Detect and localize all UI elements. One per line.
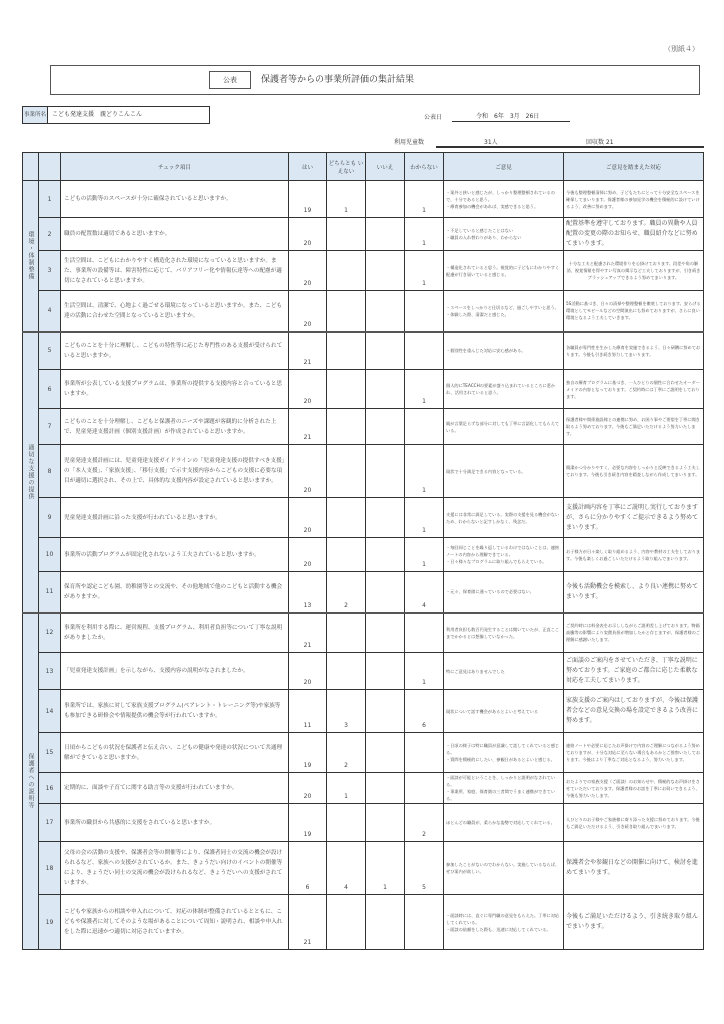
publication-date: 令和 6年 3月 26日 xyxy=(452,111,570,122)
count-neither: 4 xyxy=(327,842,366,895)
question-text: 事業所を利用する際に、運営規程、支援プログラム、利用者負担等について丁寧な説明がありましたか。 xyxy=(61,613,289,653)
header-opinion: ご意見 xyxy=(444,153,564,181)
count-unknown: 1 xyxy=(405,251,444,291)
table-row xyxy=(23,842,704,895)
count-neither xyxy=(327,332,366,370)
count-no xyxy=(366,895,405,950)
count-unknown xyxy=(405,733,444,773)
count-yes: 20 xyxy=(289,498,327,538)
header-unknown: わからない xyxy=(405,153,444,181)
count-unknown xyxy=(405,332,444,370)
table-row xyxy=(23,291,704,332)
count-no xyxy=(366,332,405,370)
count-unknown: 1 xyxy=(405,445,444,498)
table-row xyxy=(23,538,704,572)
table-row xyxy=(23,498,704,538)
count-neither xyxy=(327,370,366,409)
opinion-text: ・日頃の様子は特に職員が意識して話してくれていると感じる。 ・質問を積極的にしたい、参観日があるとよいと感じる。 xyxy=(444,733,564,773)
stats-underline xyxy=(436,146,704,148)
response-text: 簡潔かつ分かりやすく、必要な内容をしっかりと反映できるよう工夫しております。今後も引き続き内容を精査しながら作成してまいります。 xyxy=(564,445,704,498)
count-unknown: 2 xyxy=(405,804,444,842)
category-label: 保護者への説明等 xyxy=(23,613,39,950)
answer-count: 回収数 21 xyxy=(586,139,614,146)
header-category xyxy=(23,153,39,181)
count-no xyxy=(366,773,405,804)
response-text: 配置基準を遵守しております。職員の異動や人員配置の変更の際のお知らせ、職員紹介などに努めてまいります。 xyxy=(564,218,704,251)
publication-badge: 公表 xyxy=(209,71,251,89)
question-number: 1 xyxy=(39,181,61,218)
question-text: 保育所や認定こども園、幼稚園等との交流や、その他地域で他のこどもと活動する機会がありますか。 xyxy=(61,572,289,613)
question-number: 16 xyxy=(39,773,61,804)
count-neither: 1 xyxy=(327,773,366,804)
question-text: 定期的に、面談や子育てに関する助言等の支援が行われていますか。 xyxy=(61,773,289,804)
count-yes: 20 xyxy=(289,370,327,409)
category-label: 環境・体制整備 xyxy=(23,181,39,332)
table-row xyxy=(23,251,704,291)
count-yes: 21 xyxy=(289,409,327,445)
question-number: 18 xyxy=(39,842,61,895)
table-row xyxy=(23,218,704,251)
count-no xyxy=(366,498,405,538)
office-info xyxy=(22,106,210,124)
count-unknown: 1 xyxy=(405,653,444,690)
question-text: 職員の配置数は適切であると思いますか。 xyxy=(61,218,289,251)
count-neither xyxy=(327,498,366,538)
opinion-text: ・面談が可能ということを、しっかりと説明がなされている。 ・事業所、家庭、保育園の三者間でうまく連携ができている。 xyxy=(444,773,564,804)
question-number: 19 xyxy=(39,895,61,950)
count-neither xyxy=(327,653,366,690)
opinion-text: ・面談時には、直ぐに専門職の意見をもらえた。丁寧に対応してくれている。 ・面談の依頼をした際も、迅速に対応してくれている。 xyxy=(444,895,564,950)
user-count: 31人 xyxy=(484,139,498,146)
count-unknown: 5 xyxy=(405,842,444,895)
opinion-text: 現状について話す機会があるとよいと考えている xyxy=(444,690,564,733)
response-text: 各職員が専門性を生かした療育を実施できるよう、日々研鑽に努めております。今後も引き続き努力してまいります。 xyxy=(564,332,704,370)
survey-results-table xyxy=(22,152,704,950)
count-no xyxy=(366,251,405,291)
count-unknown: 1 xyxy=(405,218,444,251)
header-item: チェック項目 xyxy=(61,153,289,181)
count-neither xyxy=(327,804,366,842)
question-number: 5 xyxy=(39,332,61,370)
count-no xyxy=(366,181,405,218)
count-yes: 19 xyxy=(289,181,327,218)
header-no: いいえ xyxy=(366,153,405,181)
question-number: 8 xyxy=(39,445,61,498)
opinion-text: ・元々、保育園に通っているので必要はない。 xyxy=(444,572,564,613)
table-row xyxy=(23,370,704,409)
count-no xyxy=(366,690,405,733)
count-no xyxy=(366,804,405,842)
opinion-text: 支援には非常に満足している。実際の支援を見る機会がないため、わからないと記すしかなく、残念だ。 xyxy=(444,498,564,538)
response-text: 支援計画内容を丁寧にご説明し実行しておりますが、さらに分かりやすくご提示できるよう努めてまいります。 xyxy=(564,498,704,538)
question-text: こどもの活動等のスペースが十分に確保されていると思いますか。 xyxy=(61,181,289,218)
opinion-text: 参加したことがないのでわからない。実施しているならば、ぜひ案内が欲しい。 xyxy=(444,842,564,895)
count-no: 1 xyxy=(366,842,405,895)
opinion-text: 特にご意見はありませんでした xyxy=(444,653,564,690)
office-name: こども発達支援 親どりこんこん xyxy=(52,111,143,118)
response-text: 今後も活動機会を模索し、より良い連携に努めてまいります。 xyxy=(564,572,704,613)
response-text: 家族支援のご案内はしておりますが、今後は保護者会などの意見交換の場を設定できるよう改善に努めます。 xyxy=(564,690,704,733)
question-text: 「児童発達支援計画」を示しながら、支援内容の説明がなされましたか。 xyxy=(61,653,289,690)
count-yes: 21 xyxy=(289,332,327,370)
question-text: 生活空間は、こどもにわかりやすく構造化された環境になっていると思いますか。また、事業所の設備等は、障害特性に応じて、バリアフリー化や情報伝達等への配慮が適切になされていると思いますか。 xyxy=(61,251,289,291)
header-response: ご意見を踏まえた対応 xyxy=(564,153,704,181)
count-yes: 11 xyxy=(289,690,327,733)
table-header-row xyxy=(23,153,704,181)
count-neither: 2 xyxy=(327,733,366,773)
count-unknown xyxy=(405,895,444,950)
question-number: 6 xyxy=(39,370,61,409)
count-no xyxy=(366,218,405,251)
response-text: お子様方が日々楽しく取り組めるよう、内容や教材の工夫をしております。今後も楽しくお過ごしいただけるよう取り組んでまいります。 xyxy=(564,538,704,572)
table-row xyxy=(23,445,704,498)
publication-date-label: 公表日 xyxy=(424,114,443,121)
opinion-text: 利用者負担も数百円発生することは聞いていたが、正直ここまでかかるとは想像していなかった。 xyxy=(444,613,564,653)
header-yes: はい xyxy=(289,153,327,181)
count-yes: 20 xyxy=(289,773,327,804)
response-text: 今後もご満足いただけるよう、引き続き取り組んでまいります。 xyxy=(564,895,704,950)
header-number xyxy=(39,153,61,181)
header-neither: どちらとも いえない xyxy=(327,153,366,181)
question-text: 事業所が公表している支援プログラムは、事業所の提供する支援内容と合っていると思いますか。 xyxy=(61,370,289,409)
question-number: 9 xyxy=(39,498,61,538)
count-neither: 2 xyxy=(327,572,366,613)
question-text: こどものことを十分に理解し、こどもの特性等に応じた専門性のある支援が受けられていると思いますか。 xyxy=(61,332,289,370)
table-row xyxy=(23,733,704,773)
table-row xyxy=(23,804,704,842)
count-yes: 20 xyxy=(289,218,327,251)
opinion-text: 現状で十分満足できる内容となっている。 xyxy=(444,445,564,498)
response-text: 保護者会や参観日などの開催に向けて、検討を進めてまいります。 xyxy=(564,842,704,895)
question-number: 4 xyxy=(39,291,61,332)
count-neither: 3 xyxy=(327,690,366,733)
table-row xyxy=(23,613,704,653)
response-text: おたよりでの家族支援（ご面談）のお知らせや、積極的なお声掛けをさせていただいております。保護者様のお話を丁寧にお伺いできるよう、今後も努力いたします。 xyxy=(564,773,704,804)
count-yes: 6 xyxy=(289,842,327,895)
opinion-text: ・スペースをしっかりと仕切るなど、過ごしやすいと思う。 ・体験した際、清潔だと感じた。 xyxy=(444,291,564,332)
title-box xyxy=(50,65,700,95)
response-text: ご面談のご案内をさせていただき、丁寧な説明に努めております。ご家庭のご都合に応じた柔軟な対応を工夫してまいります。 xyxy=(564,653,704,690)
question-text: 事業所では、家族に対して家族支援プログラム(ペアレント・トレーニング等)や家族等も参加できる研修会や情報提供の機会等が行われていますか。 xyxy=(61,690,289,733)
count-yes: 21 xyxy=(289,895,327,950)
question-number: 10 xyxy=(39,538,61,572)
question-text: 事業所の職員から共感的に支援をされていると思いますか。 xyxy=(61,804,289,842)
count-yes: 20 xyxy=(289,445,327,498)
question-text: 日頃からこどもの状況を保護者と伝え合い、こどもの健康や発達の状況について共通理解ができていると思いますか。 xyxy=(61,733,289,773)
count-neither: 1 xyxy=(327,181,366,218)
response-text: 独自の療育プログラムに基づき、一人ひとりの個性に合わせたオーダーメイドの内容となっております。ご契約時には丁寧にご説明をしております。 xyxy=(564,370,704,409)
opinion-text: ・毎回同じことを繰り返しているわけではないことは、連絡ノートの内容から理解できている。 ・日々様々なプログラムに取り組んでもらえている。 xyxy=(444,538,564,572)
table-row xyxy=(23,181,704,218)
count-no xyxy=(366,733,405,773)
count-no xyxy=(366,409,405,445)
count-no xyxy=(366,572,405,613)
opinion-text: ・構造化されていると思う。視覚的に子どもにわかりやすく配慮が行き届いていると感じる。 xyxy=(444,251,564,291)
count-unknown xyxy=(405,773,444,804)
question-text: 父母の会の活動の支援や、保護者会等の開催等により、保護者同士の交流の機会が設けられるなど、家族への支援がされているか。また、きょうだい向けのイベントの開催等により、きょうだい同士の交流の機会が設けられるなど、きょうだいへの支援がされていますか。 xyxy=(61,842,289,895)
count-neither xyxy=(327,613,366,653)
table-row xyxy=(23,409,704,445)
count-neither xyxy=(327,895,366,950)
table-row xyxy=(23,572,704,613)
count-unknown: 1 xyxy=(405,498,444,538)
question-number: 11 xyxy=(39,572,61,613)
opinion-text: ・不足していると感じたことはない ・職員の入れ替わりがあり、わからない xyxy=(444,218,564,251)
count-unknown: 1 xyxy=(405,538,444,572)
opinion-text: ほとんどの職員が、柔らかな姿勢で対応してくれている。 xyxy=(444,804,564,842)
count-unknown: 1 xyxy=(405,181,444,218)
count-no xyxy=(366,445,405,498)
opinion-text: ・個別性を重んじた対応に安心感がある。 xyxy=(444,332,564,370)
question-text: 児童発達支援計画に沿った支援が行われていると思いますか。 xyxy=(61,498,289,538)
response-text: 連絡ノートや必要に応じたお声掛けで内容のご理解につながるよう努めておりますが、十分な対応に至らない場合もあるかとご推察いたしております。今後はより丁寧なご対応となるよう、努力いたします。 xyxy=(564,733,704,773)
appendix-label: （別紙４） xyxy=(664,45,699,53)
count-neither xyxy=(327,409,366,445)
count-yes: 20 xyxy=(289,291,327,332)
count-unknown: 1 xyxy=(405,370,444,409)
count-yes: 19 xyxy=(289,733,327,773)
category-label: 適切な支援の提供 xyxy=(23,332,39,613)
count-unknown: 4 xyxy=(405,572,444,613)
opinion-text: 個人的にTEACCHの要素が盛り込まれているところに惹かれ、活用されていると思う。 xyxy=(444,370,564,409)
count-no xyxy=(366,613,405,653)
count-neither xyxy=(327,251,366,291)
question-number: 15 xyxy=(39,733,61,773)
count-yes: 20 xyxy=(289,653,327,690)
office-label: 事業所名 xyxy=(23,107,48,123)
question-number: 17 xyxy=(39,804,61,842)
question-number: 2 xyxy=(39,218,61,251)
question-text: 生活空間は、清潔で、心地よく過ごせる環境になっていると思いますか。また、こども達の活動に合わせた空間となっていると思いますか。 xyxy=(61,291,289,332)
opinion-text: 親が言葉足らずな部分に対しても丁寧に言語化してもらえている。 xyxy=(444,409,564,445)
question-text: 事業所の活動プログラムが固定化されないよう工夫されていると思いますか。 xyxy=(61,538,289,572)
count-unknown: 6 xyxy=(405,690,444,733)
question-text: こどものことを十分理解し、こどもと保護者のニーズや課題が客観的に分析された上で、児童発達支援計画（個別支援計画）が作成されていると思いますか。 xyxy=(61,409,289,445)
count-unknown xyxy=(405,291,444,332)
count-no xyxy=(366,370,405,409)
question-text: 児童発達支援計画には、児童発達支援ガイドラインの「児童発達支援の提供すべき支援」の「本人支援」、「家族支援」、「移行支援」で示す支援内容からこどもの支援に必要な項目が適切に選択され、その上で、具体的な支援内容が設定されていると思いますか。 xyxy=(61,445,289,498)
question-text: こどもや家族からの相談や申入れについて、対応の体制が整備されているとともに、こどもや保護者に対してそのような場があることについて周知・説明され、相談や申入れをした際に迅速かつ適切に対応されていますか。 xyxy=(61,895,289,950)
question-number: 14 xyxy=(39,690,61,733)
table-row xyxy=(23,773,704,804)
table-row xyxy=(23,332,704,370)
response-text: 今後も整理整頓清掃に努め、子どもたちにとって十分安全なスペースを確保してまいります。保護者様の参加見学の機会を積極的に設けていけるよう、改善に努めます。 xyxy=(564,181,704,218)
question-number: 3 xyxy=(39,251,61,291)
table-row xyxy=(23,690,704,733)
response-text: 保護者様や関係施設様との連携に努め、お困り事やご要望を丁寧に聞き取るよう努めております。今後もご満足いただけるよう努力いたします。 xyxy=(564,409,704,445)
table-row xyxy=(23,653,704,690)
opinion-text: ・案外と狭いと感じたが、しっかり整理整頓されているので、十分であると思う。 ・療育参加の機会があれば、実感できると思う。 xyxy=(444,181,564,218)
count-yes: 20 xyxy=(289,251,327,291)
response-text: 5S活動に基づき、日々の清掃や整理整頓を徹底しております。安らげる環境としてモビールなどの空間演出にも努めておりますが、さらに良い環境となるよう工夫していきます。 xyxy=(564,291,704,332)
count-unknown xyxy=(405,613,444,653)
count-neither xyxy=(327,538,366,572)
count-yes: 20 xyxy=(289,538,327,572)
count-yes: 21 xyxy=(289,613,327,653)
count-yes: 13 xyxy=(289,572,327,613)
question-number: 7 xyxy=(39,409,61,445)
count-neither xyxy=(327,291,366,332)
count-no xyxy=(366,291,405,332)
count-yes: 19 xyxy=(289,804,327,842)
count-neither xyxy=(327,218,366,251)
count-no xyxy=(366,653,405,690)
page-title: 保護者等からの事業所評価の集計結果 xyxy=(261,75,415,85)
count-neither xyxy=(327,445,366,498)
user-count-label: 利用児童数 xyxy=(394,139,425,146)
question-number: 12 xyxy=(39,613,61,653)
response-text: 人ひとりのお子様やご家族様に寄り添った支援に努めております。今後もご満足いただけるよう、引き続き取り組んでまいります。 xyxy=(564,804,704,842)
question-number: 13 xyxy=(39,653,61,690)
response-text: ご契約時には料金表をお示ししながらご説明差し上げております。物価高騰等の影響により実費負担が増加したかと存じますが、保護者様のご理解に感謝いたします。 xyxy=(564,613,704,653)
response-text: 十分な工夫と配慮された環境作りを心掛けております。段差や角の解消、視覚情報を得やすい写真の掲示など工夫しておりますが、引き続きブラッシュアップできるよう努めてまいります。 xyxy=(564,251,704,291)
count-no xyxy=(366,538,405,572)
count-unknown xyxy=(405,409,444,445)
table-row xyxy=(23,895,704,950)
